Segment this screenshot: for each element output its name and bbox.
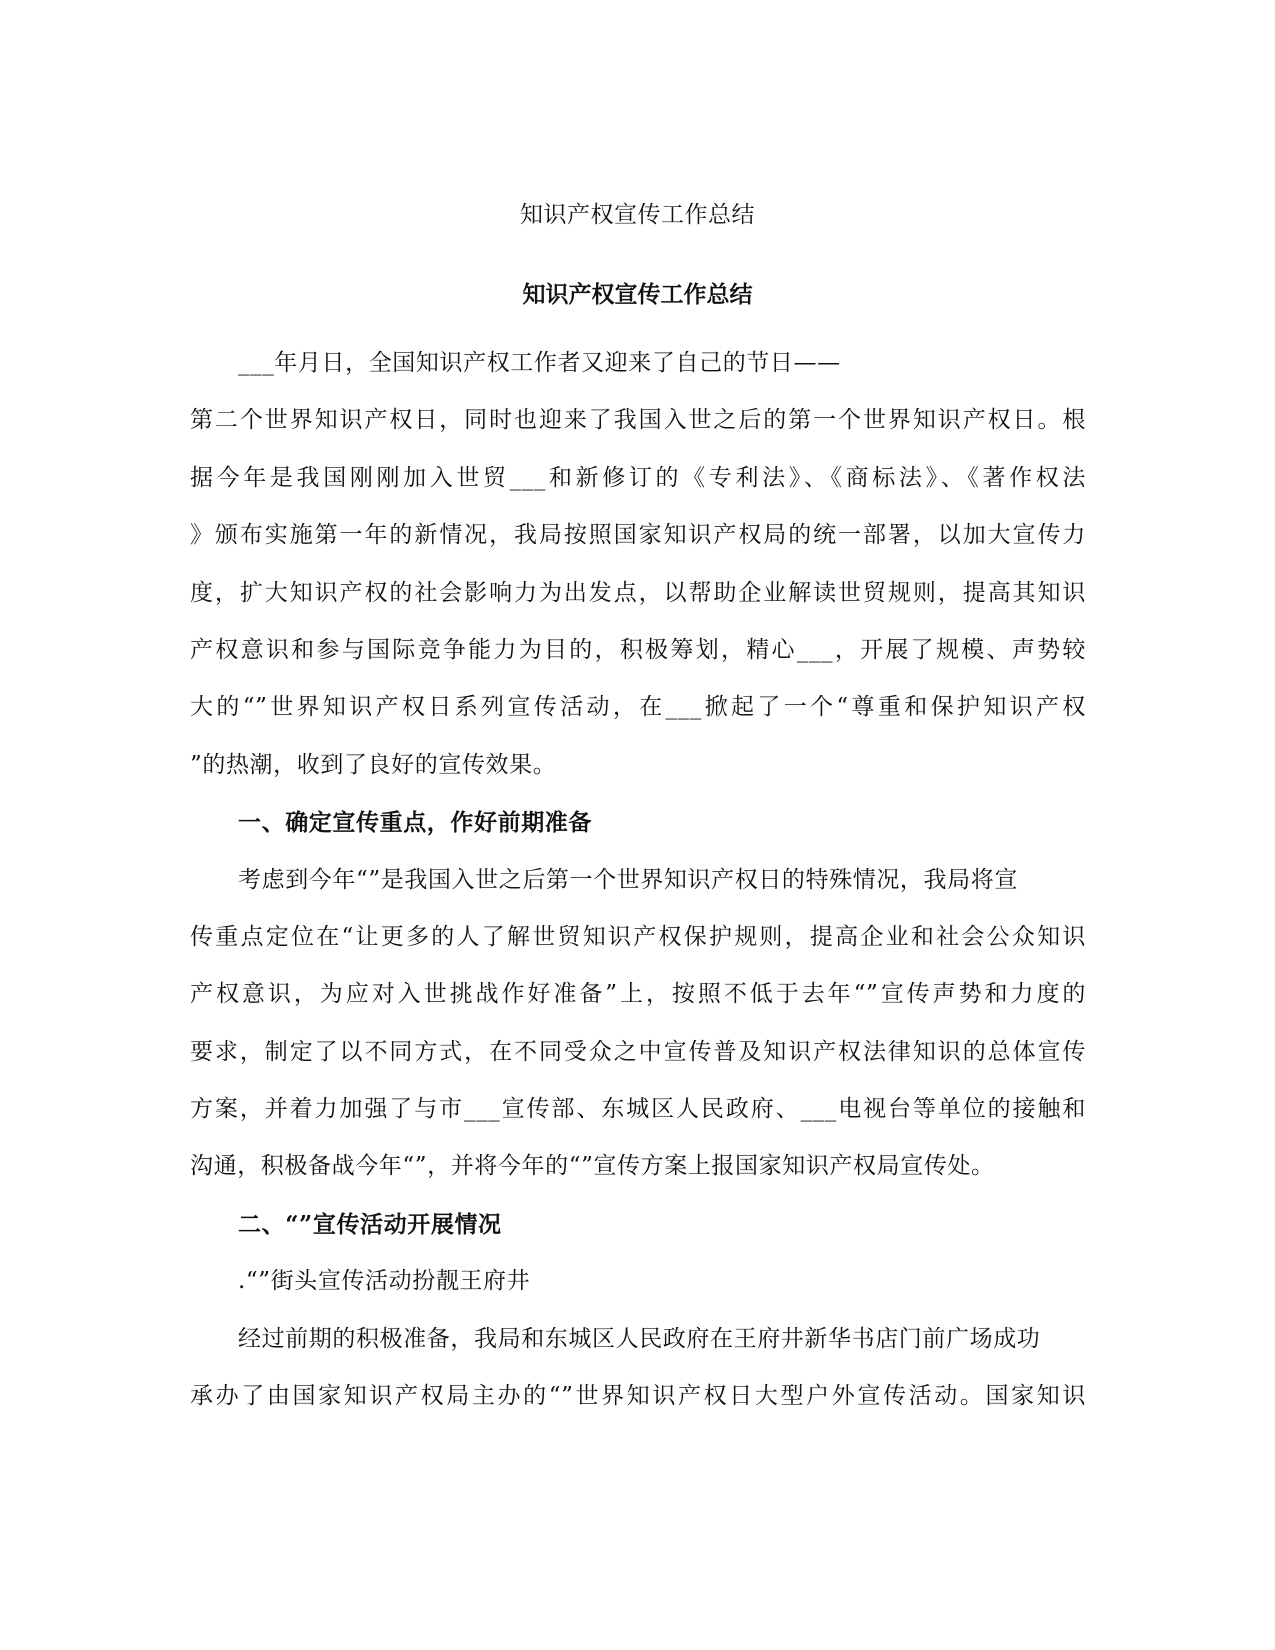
document-heading: 知识产权宣传工作总结 <box>522 281 753 308</box>
paragraph-line: 》颁布实施第一年的新情况，我局按照国家知识产权局的统一部署，以加大宣传力 <box>190 522 1086 549</box>
paragraph-line: 据今年是我国刚刚加入世贸___和新修订的《专利法》、《商标法》、《著作权法 <box>190 464 1086 491</box>
document-title: 知识产权宣传工作总结 <box>520 202 755 228</box>
paragraph-line: 产权意识，为应对入世挑战作好准备”上，按照不低于去年“”宣传声势和力度的 <box>190 981 1086 1008</box>
paragraph-line: ”的热潮，收到了良好的宣传效果。 <box>190 751 557 778</box>
paragraph-line: ___年月日，全国知识产权工作者又迎来了自己的节日—— <box>238 350 841 376</box>
paragraph-line: 沟通，积极备战今年“”，并将今年的“”宣传方案上报国家知识产权局宣传处。 <box>190 1153 995 1180</box>
paragraph-line: 第二个世界知识产权日，同时也迎来了我国入世之后的第一个世界知识产权日。根 <box>190 407 1086 434</box>
paragraph-line: 传重点定位在“让更多的人了解世贸知识产权保护规则，提高企业和社会公众知识 <box>190 923 1086 950</box>
paragraph-line: 产权意识和参与国际竞争能力为目的，积极筹划，精心___，开展了规模、声势较 <box>190 636 1086 663</box>
subsection-heading: .“”街头宣传活动扮靓王府井 <box>238 1268 531 1295</box>
paragraph-line: 承办了由国家知识产权局主办的“”世界知识产权日大型户外宣传活动。国家知识 <box>190 1383 1086 1410</box>
paragraph-line: 考虑到今年“”是我国入世之后第一个世界知识产权日的特殊情况，我局将宣 <box>238 866 1018 893</box>
document-body <box>190 335 1086 1425</box>
section-heading: 一、确定宣传重点，作好前期准备 <box>238 809 592 837</box>
paragraph-line: 要求，制定了以不同方式，在不同受众之中宣传普及知识产权法律知识的总体宣传 <box>190 1038 1086 1065</box>
paragraph-line: 度，扩大知识产权的社会影响力为出发点，以帮助企业解读世贸规则，提高其知识 <box>190 579 1086 606</box>
paragraph-line: 方案，并着力加强了与市___宣传部、东城区人民政府、___电视台等单位的接触和 <box>190 1096 1086 1123</box>
paragraph-line: 大的“”世界知识产权日系列宣传活动，在___掀起了一个“尊重和保护知识产权 <box>190 694 1086 721</box>
paragraph-line: 经过前期的积极准备，我局和东城区人民政府在王府井新华书店门前广场成功 <box>238 1325 1041 1352</box>
section-heading: 二、“”宣传活动开展情况 <box>238 1210 502 1238</box>
